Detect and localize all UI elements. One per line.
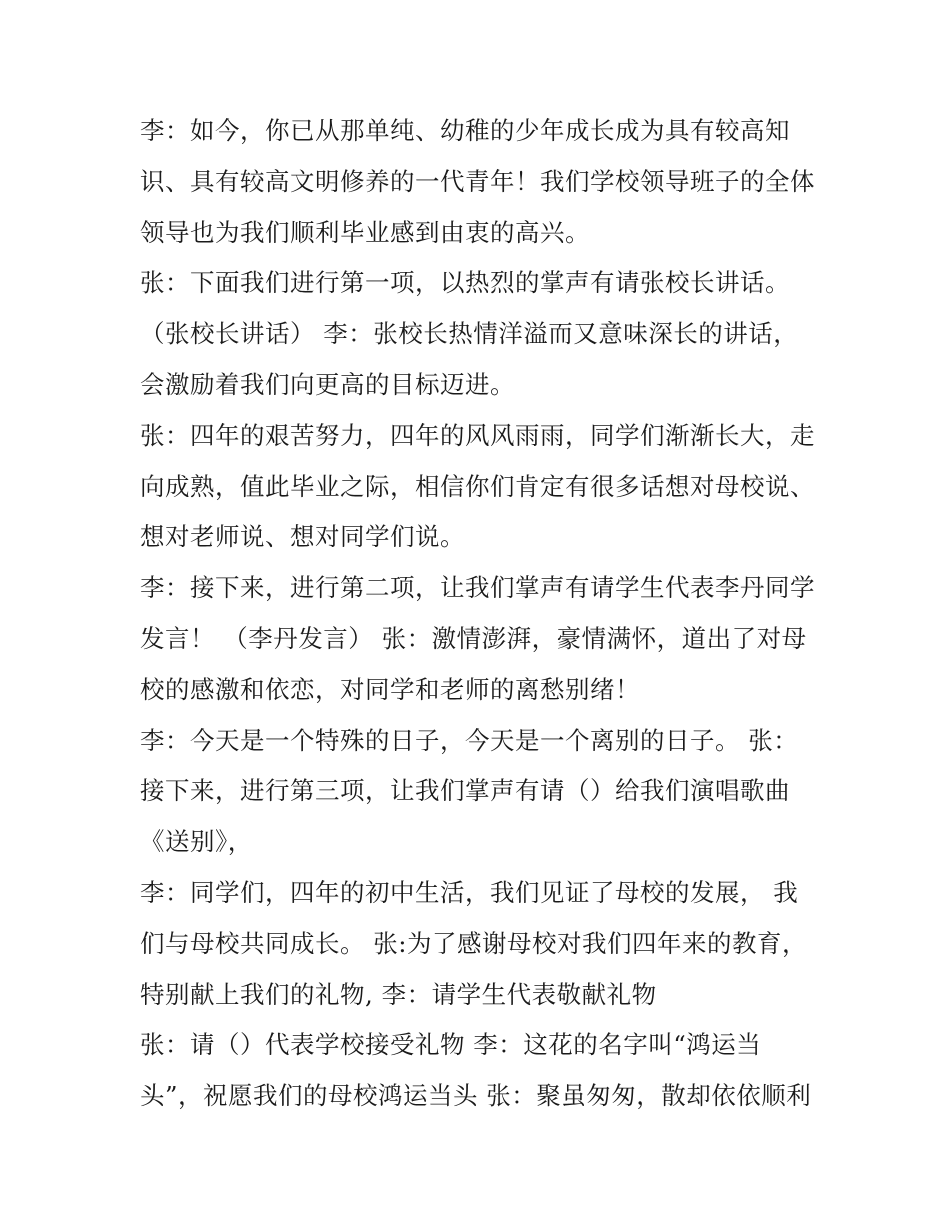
text-line: 李：今天是一个特殊的日子，今天是一个离别的日子。 张： (140, 725, 799, 755)
text-line: 张：请（）代表学校接受礼物 李：这花的名字叫“鸿运当 (140, 1030, 762, 1060)
text-line: 特别献上我们的礼物, 李：请学生代表敬献礼物 (140, 979, 657, 1009)
text-line: 《送别》， (140, 827, 253, 857)
document-body (140, 106, 820, 1122)
text-line: 会激励着我们向更高的目标迈进。 (140, 369, 515, 399)
text-line: 头”，祝愿我们的母校鸿运当头 张：聚虽匆匆，散却依依顺利 (140, 1081, 812, 1111)
text-line: 张：四年的艰苦努力，四年的风风雨雨，同学们渐渐长大，走 (140, 420, 815, 450)
text-line: 接下来，进行第三项，让我们掌声有请（）给我们演唱歌曲 (140, 776, 790, 806)
text-line: 李：同学们，四年的初中生活，我们见证了母校的发展， 我 (140, 877, 799, 907)
text-line: 们与母校共同成长。 张:为了感谢母校对我们四年来的教育， (140, 928, 808, 958)
text-line: 校的感激和依恋，对同学和老师的离愁别绪！ (140, 674, 640, 704)
text-line: 识、具有较高文明修养的一代青年！我们学校领导班子的全体 (140, 166, 815, 196)
text-line: 向成熟，值此毕业之际，相信你们肯定有很多话想对母校说、 (140, 471, 815, 501)
text-line: 发言！ （李丹发言） 张：激情澎湃，豪情满怀，道出了对母 (140, 623, 807, 653)
text-line: 李：接下来，进行第二项，让我们掌声有请学生代表李丹同学 (140, 573, 815, 603)
text-line: 张：下面我们进行第一项，以热烈的掌声有请张校长讲话。 (140, 268, 790, 298)
text-line: 李：如今，你已从那单纯、幼稚的少年成长成为具有较高知 (140, 116, 790, 145)
text-line: 想对老师说、想对同学们说。 (140, 522, 465, 552)
text-line: 领导也为我们顺利毕业感到由衷的高兴。 (140, 217, 590, 247)
text-line: （张校长讲话） 李：张校长热情洋溢而又意味深长的讲话， (140, 319, 799, 349)
